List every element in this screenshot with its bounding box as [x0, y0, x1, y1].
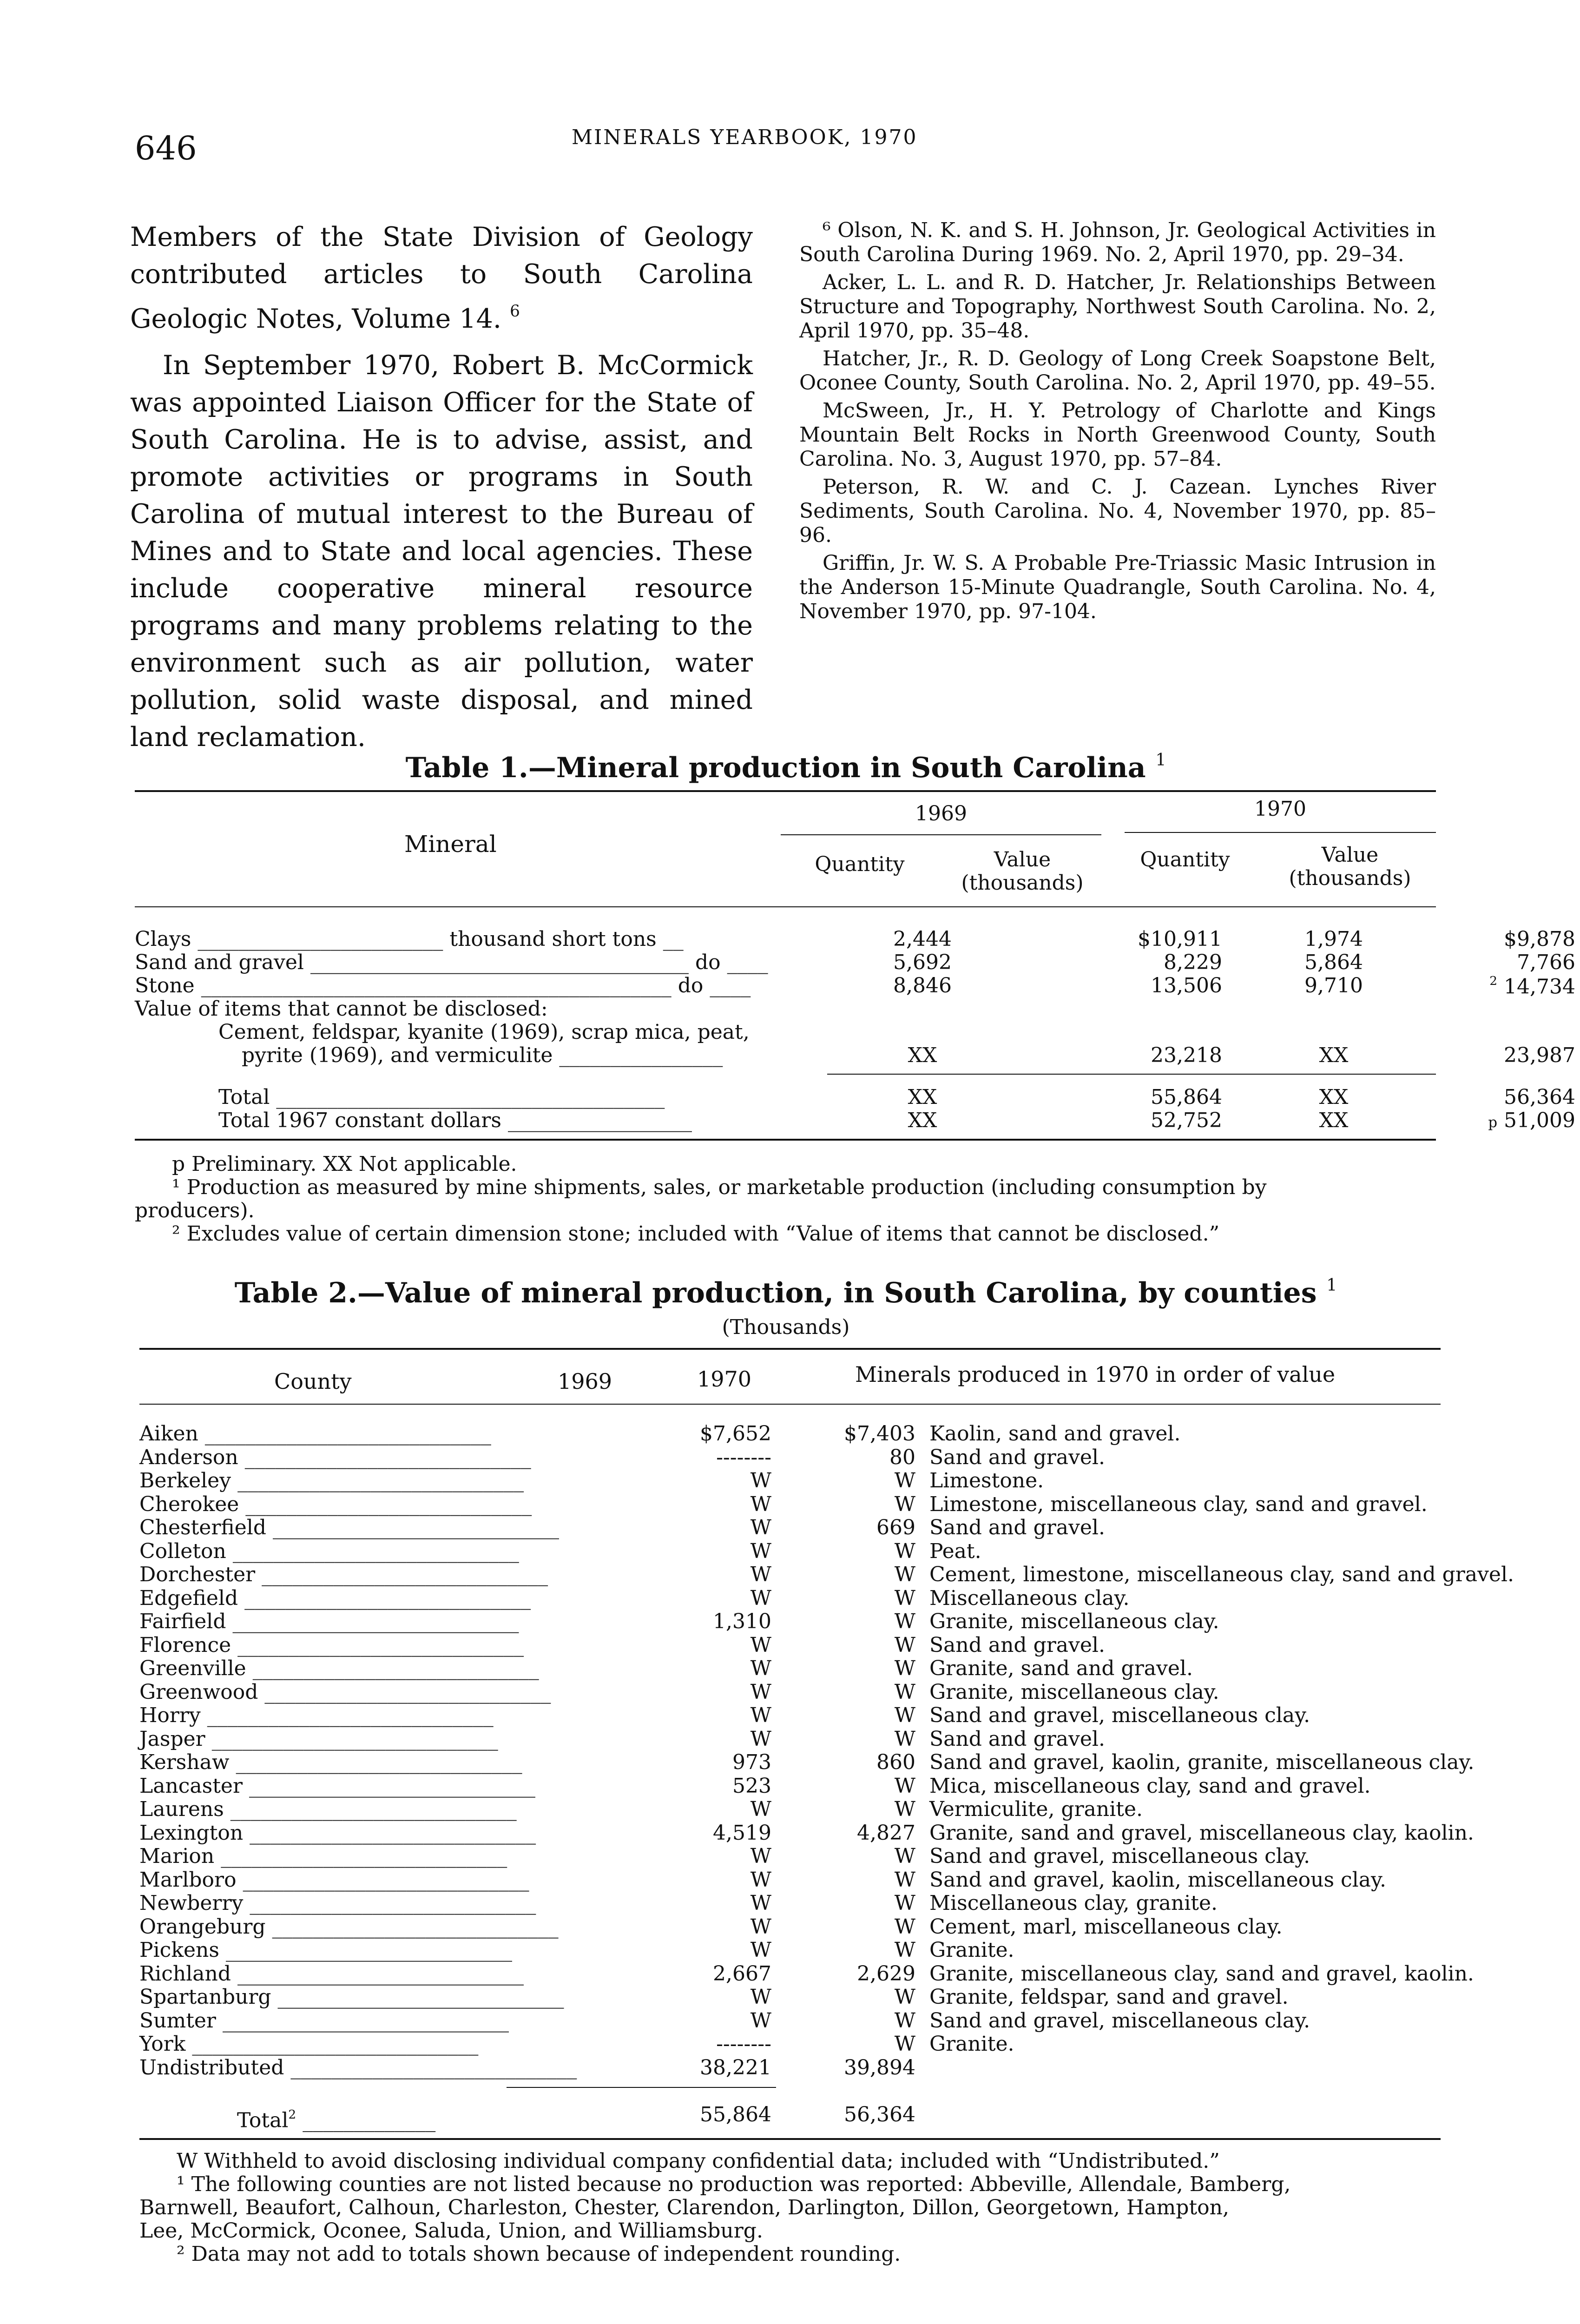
value-1969: -------- [716, 2032, 771, 2056]
table-row [139, 1915, 1441, 1939]
table-row-total: Total 1967 constant dollars __________________ XX 52,752 XX p 51,009 [218, 1109, 1575, 1132]
minerals-produced: Granite, miscellaneous clay. [929, 1680, 1219, 1704]
table-row [139, 2056, 1441, 2080]
minerals-produced: Granite. [929, 2032, 1014, 2056]
column-header-1970: 1970 [1254, 797, 1306, 821]
county-name: Horry ____________________________ [139, 1703, 494, 1727]
county-name: Berkeley ____________________________ [139, 1469, 524, 1492]
rule [135, 1139, 1436, 1141]
table-row [139, 1939, 1441, 1962]
table-row [139, 1587, 1441, 1610]
rule [135, 906, 1436, 907]
reference: Acker, L. L. and R. D. Hatcher, Jr. Relationships Between Structure and Topography, Northwest South Carolina. No. 2, April 1970, pp. 35–48. [799, 271, 1436, 343]
minerals-produced: Sand and gravel, kaolin, miscellaneous clay. [929, 1868, 1386, 1892]
table-row [139, 1610, 1441, 1633]
minerals-produced: Granite, miscellaneous clay, sand and gravel, kaolin. [929, 1962, 1474, 1986]
value-1970: W [894, 1492, 915, 1516]
column-header-1970: 1970 [697, 1367, 752, 1392]
value-1969: W [750, 1727, 771, 1751]
rule [135, 790, 1436, 792]
rule [139, 1404, 1441, 1405]
column-header-1969: 1969 [915, 802, 967, 825]
table-row [139, 1845, 1441, 1868]
table-row [139, 1563, 1514, 1586]
minerals-produced: Miscellaneous clay. [929, 1586, 1130, 1610]
value-1970: W [894, 1891, 915, 1915]
table1-footnotes: p Preliminary. XX Not applicable. ¹ Production as measured by mine shipments, sales, or marketable production (including consumption by producers). ² Excludes value of certain dimension stone; included with “Value of items that cannot be disclosed.” [135, 1152, 1267, 1246]
county-name: Marion ____________________________ [139, 1844, 507, 1868]
value-1970: W [894, 1469, 915, 1492]
minerals-produced: Sand and gravel, kaolin, granite, miscellaneous clay. [929, 1750, 1475, 1774]
value-1970: W [894, 2032, 915, 2056]
county-name: Sumter ____________________________ [139, 2009, 509, 2033]
county-name: Pickens ____________________________ [139, 1938, 512, 1962]
minerals-produced: Cement, marl, miscellaneous clay. [929, 1915, 1283, 1939]
value-1970: W [894, 2009, 915, 2033]
county-name: Greenville ____________________________ [139, 1657, 539, 1680]
value-1969: W [750, 1844, 771, 1868]
paragraph: In September 1970, Robert B. McCormick was appointed Liaison Officer for the State of South Carolina. He is to advise, assist, and promote activities or programs in South Carolina of mutual interest to the Bureau of Mines and to State and local agencies. These include cooperative mineral resource programs and many problems relating to the environment such as air pollution, water pollution, solid waste disposal, and mined land reclamation. [130, 350, 753, 753]
county-name: Fairfield ____________________________ [139, 1610, 519, 1633]
minerals-produced: Sand and gravel, miscellaneous clay. [929, 1844, 1310, 1868]
left-column [130, 218, 753, 765]
value-1970: W [894, 1797, 915, 1821]
table-row [139, 1493, 1441, 1516]
minerals-produced: Sand and gravel. [929, 1727, 1105, 1751]
value-1969: W [750, 1539, 771, 1563]
table2-subtitle: (Thousands) [722, 1315, 850, 1339]
value-1970: 860 [876, 1750, 915, 1774]
value-1969: W [750, 1938, 771, 1962]
value-1969: W [750, 1868, 771, 1892]
minerals-produced: Granite, sand and gravel. [929, 1657, 1193, 1680]
value-1969: W [750, 1680, 771, 1704]
table-row [139, 2033, 1441, 2056]
county-name: Dorchester ____________________________ [139, 1563, 548, 1586]
county-name: Spartanburg ____________________________ [139, 1985, 564, 2009]
minerals-produced: Peat. [929, 1539, 981, 1563]
table1-title: Table 1.—Mineral production in South Carolina $^1$ [405, 751, 1166, 785]
minerals-produced: Mica, miscellaneous clay, sand and gravel. [929, 1774, 1371, 1798]
value-1970: W [894, 1563, 915, 1586]
table-row-total: Total ______________________________________ XX 55,864 XX 56,364 [218, 1085, 1575, 1109]
table-row [139, 1516, 1441, 1539]
rule [1125, 832, 1436, 833]
value-1970: W [894, 1610, 915, 1633]
minerals-produced: Granite, feldspar, sand and gravel. [929, 1985, 1289, 2009]
county-name: Kershaw ____________________________ [139, 1750, 522, 1774]
column-header-1969: 1969 [558, 1369, 612, 1394]
value-1969: 38,221 [700, 2056, 771, 2080]
value-1970: W [894, 1539, 915, 1563]
table-row [139, 1775, 1441, 1798]
value-1969: 4,519 [713, 1821, 771, 1845]
minerals-produced: Sand and gravel, miscellaneous clay. [929, 1703, 1310, 1727]
value-1969: W [750, 1915, 771, 1939]
value-1969: $7,652 [700, 1422, 771, 1446]
value-1969: W [750, 1492, 771, 1516]
table-row-total: Total$^2$ _____________ 55,864 56,364 [237, 2103, 915, 2133]
value-1970: W [894, 1633, 915, 1657]
minerals-produced: Miscellaneous clay, granite. [929, 1891, 1218, 1915]
table-row [139, 1704, 1441, 1727]
county-name: Florence ____________________________ [139, 1633, 524, 1657]
table2-title: Table 2.—Value of mineral production, in South Carolina, by counties $^1$ [234, 1276, 1337, 1310]
county-name: Edgefield ____________________________ [139, 1586, 531, 1610]
table-row: Clays ________________________ thousand short tons __ 2,444 $10,911 1,974 $9,878 [135, 927, 1575, 951]
minerals-produced: Vermiculite, granite. [929, 1797, 1143, 1821]
value-1969: 1,310 [713, 1610, 771, 1633]
value-1970: W [894, 1915, 915, 1939]
table-row [139, 1798, 1441, 1821]
value-1969: W [750, 1563, 771, 1586]
county-name: Greenwood ____________________________ [139, 1680, 551, 1704]
table-row [139, 1986, 1441, 2009]
rule [507, 2087, 776, 2088]
county-name: Newberry ____________________________ [139, 1891, 536, 1915]
table-row [139, 2009, 1441, 2033]
county-name: Orangeburg ____________________________ [139, 1915, 559, 1939]
table-row [139, 1892, 1441, 1915]
column-header-value-1970: Value (thousands) [1289, 843, 1411, 890]
paragraph: Members of the State Division of Geology contributed articles to South Carolina Geologic Notes, Volume 14. $^6$ [130, 222, 753, 334]
value-1969: 973 [732, 1750, 771, 1774]
minerals-produced: Granite. [929, 1938, 1014, 1962]
value-1970: W [894, 1703, 915, 1727]
reference: McSween, Jr., H. Y. Petrology of Charlotte and Kings Mountain Belt Rocks in North Greenwood County, South Carolina. No. 3, August 1970, pp. 57–84. [799, 399, 1436, 471]
value-1970: 2,629 [857, 1962, 915, 1986]
value-1969: -------- [716, 1446, 771, 1469]
rule [827, 1074, 1436, 1075]
table-row [139, 1750, 1475, 1774]
value-1970: W [894, 1586, 915, 1610]
value-1969: W [750, 1469, 771, 1492]
value-1969: W [750, 2009, 771, 2033]
value-1969: W [750, 1586, 771, 1610]
table-row: pyrite (1969), and vermiculite ________________ XX 23,218 XX 23,987 [242, 1043, 1575, 1067]
table-row [139, 1540, 1441, 1563]
minerals-produced: Sand and gravel, miscellaneous clay. [929, 2009, 1310, 2033]
minerals-produced: Sand and gravel. [929, 1633, 1105, 1657]
table-row [139, 1469, 1441, 1492]
table-row [139, 1657, 1441, 1680]
minerals-produced: Granite, miscellaneous clay. [929, 1610, 1219, 1633]
minerals-produced: Sand and gravel. [929, 1516, 1105, 1539]
minerals-produced: Cement, limestone, miscellaneous clay, sand and gravel. [929, 1563, 1514, 1586]
reference: ⁶ Olson, N. K. and S. H. Johnson, Jr. Geological Activities in South Carolina During 1969. No. 2, April 1970, pp. 29–34. [799, 218, 1436, 266]
county-name: Lancaster ____________________________ [139, 1774, 535, 1798]
running-title: MINERALS YEARBOOK, 1970 [572, 125, 918, 149]
minerals-produced: Limestone, miscellaneous clay, sand and gravel. [929, 1492, 1428, 1516]
column-header-quantity-1970: Quantity [1140, 848, 1230, 872]
references-column [799, 218, 1436, 627]
value-1970: 39,894 [844, 2056, 915, 2080]
value-1969: 523 [732, 1774, 771, 1798]
county-name: Laurens ____________________________ [139, 1797, 517, 1821]
page-number: 646 [135, 129, 197, 167]
value-1970: 80 [889, 1446, 915, 1469]
reference: Griffin, Jr. W. S. A Probable Pre-Triassic Masic Intrusion in the Anderson 15-Minute Quadrangle, South Carolina. No. 4, November 1970, pp. 97-104. [799, 551, 1436, 623]
column-header-mineral: Mineral [404, 831, 497, 858]
county-name: Anderson ____________________________ [139, 1446, 531, 1469]
value-1970: W [894, 1985, 915, 2009]
value-1970: W [894, 1657, 915, 1680]
value-1969: W [750, 1797, 771, 1821]
value-1970: $7,403 [844, 1422, 915, 1446]
county-name: Jasper ____________________________ [139, 1727, 498, 1751]
table-row [139, 1634, 1441, 1657]
value-1970: W [894, 1727, 915, 1751]
table-row [139, 1728, 1441, 1751]
table-row [139, 1962, 1474, 1986]
county-name: Aiken ____________________________ [139, 1422, 491, 1446]
rule [781, 834, 1101, 835]
county-name: Colleton ____________________________ [139, 1539, 519, 1563]
rule [139, 2138, 1441, 2140]
value-1969: W [750, 1891, 771, 1915]
minerals-produced: Kaolin, sand and gravel. [929, 1422, 1181, 1446]
value-1969: W [750, 1657, 771, 1680]
value-1969: W [750, 1985, 771, 2009]
reference: Peterson, R. W. and C. J. Cazean. Lynches River Sediments, South Carolina. No. 4, November 1970, pp. 85–96. [799, 475, 1436, 547]
value-1970: W [894, 1680, 915, 1704]
column-header-county: County [274, 1369, 352, 1394]
value-1969: W [750, 1703, 771, 1727]
value-1969: W [750, 1516, 771, 1539]
minerals-produced: Limestone. [929, 1469, 1044, 1492]
table-row [139, 1821, 1474, 1845]
minerals-produced: Sand and gravel. [929, 1446, 1105, 1469]
county-name: Lexington ____________________________ [139, 1821, 536, 1845]
county-name: Undistributed ____________________________ [139, 2056, 577, 2080]
value-1970: 4,827 [857, 1821, 915, 1845]
table-row: Stone ______________________________________________ do ____ 8,846 13,506 9,710 $^2$ 14,734 [135, 974, 1575, 999]
column-header-value-1969: Value (thousands) [961, 848, 1084, 895]
column-header-quantity-1969: Quantity [815, 852, 905, 876]
table2-footnotes: W Withheld to avoid disclosing individual company confidential data; included with “Undistributed.” ¹ The following counties are not listed because no production was reported: Abbeville, Allendale, Bamberg, Barnwell, Beaufort, Calhoun, Charleston, Chester, Clarendon, Darlington, Dillon, Georgetown, Hampton, Lee, McCormick, Oconee, Saluda, Union, and Williamsburg. ² Data may not add to totals shown because of independent rounding. [139, 2149, 1291, 2266]
county-name: Cherokee ____________________________ [139, 1492, 532, 1516]
table-row [139, 1446, 1441, 1469]
reference: Hatcher, Jr., R. D. Geology of Long Creek Soapstone Belt, Oconee County, South Carolina. No. 2, April 1970, pp. 49–55. [799, 347, 1436, 395]
table-row [139, 1868, 1441, 1892]
value-1969: W [750, 1633, 771, 1657]
rule [139, 1348, 1441, 1350]
table-row [139, 1681, 1441, 1704]
county-name: Richland ____________________________ [139, 1962, 524, 1986]
value-1970: W [894, 1844, 915, 1868]
county-name: Chesterfield ____________________________ [139, 1516, 560, 1539]
column-header-minerals: Minerals produced in 1970 in order of value [855, 1362, 1336, 1387]
value-1970: 669 [876, 1516, 915, 1539]
table-row [139, 1422, 1441, 1446]
minerals-produced: Granite, sand and gravel, miscellaneous clay, kaolin. [929, 1821, 1474, 1845]
value-1969: 2,667 [713, 1962, 771, 1986]
table-row: Sand and gravel _____________________________________ do ____ 5,692 8,229 5,864 7,766 [135, 951, 1575, 974]
value-1970: W [894, 1938, 915, 1962]
value-1970: W [894, 1868, 915, 1892]
value-1970: W [894, 1774, 915, 1798]
table-row: Value of items that cannot be disclosed: [135, 997, 548, 1021]
county-name: Marlboro ____________________________ [139, 1868, 529, 1892]
table-row: Cement, feldspar, kyanite (1969), scrap mica, peat, [218, 1020, 750, 1044]
county-name: York ____________________________ [139, 2032, 479, 2056]
